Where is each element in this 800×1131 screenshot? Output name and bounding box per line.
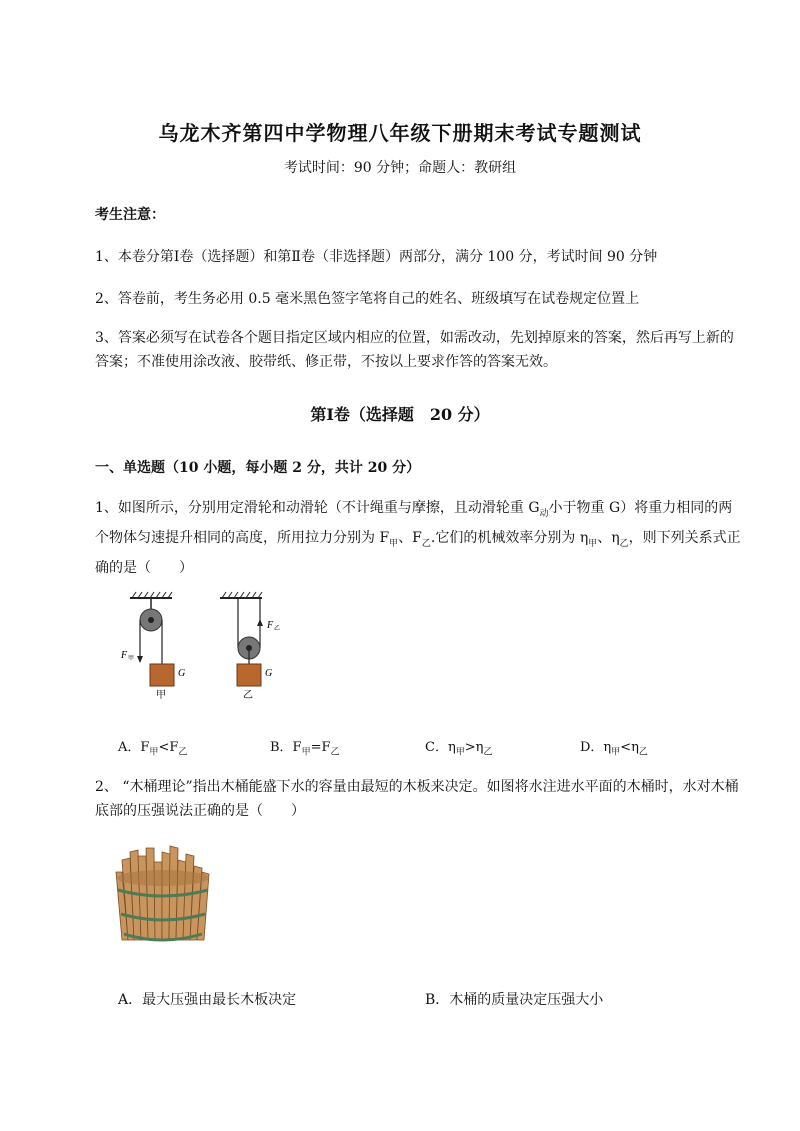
svg-text:甲: 甲 — [128, 655, 135, 662]
svg-text:F: F — [121, 650, 128, 661]
svg-text:F: F — [267, 620, 274, 631]
exam-info: 考试时间：90 分钟；命题人：教研组 — [283, 160, 517, 176]
page-title: 乌龙木齐第四中学物理八年级下册期末考试专题测试 — [158, 121, 642, 145]
svg-text:G: G — [178, 668, 186, 679]
notice-item-1: 1、本卷分第Ⅰ卷（选择题）和第Ⅱ卷（非选择题）两部分，满分 100 分，考试时间 90 分钟 — [95, 249, 658, 265]
q1-option-c[interactable]: C．$\eta_甲>\eta_乙$ — [425, 740, 493, 758]
q2-option-a[interactable]: A．最大压强由最长木板决定 — [118, 992, 297, 1008]
pulley-diagram — [110, 590, 300, 700]
q2-option-b[interactable]: B．木桶的质量决定压强大小 — [425, 992, 604, 1008]
svg-text:甲: 甲 — [156, 690, 166, 700]
svg-text:乙: 乙 — [243, 690, 253, 700]
question-1-text: 1、如图所示，分别用定滑轮和动滑轮（不计绳重与摩擦，且动滑轮重 $G_动$小于物重 G）将重力相同的两个物体匀速提升相同的高度，所用拉力分别为 $F_甲$、$F_乙$.它们的机械效率分别为 $\eta_甲$、$\eta_乙$，则下列关系式正确的是（ ） — [95, 500, 741, 576]
section-title: 第Ⅰ卷（选择题 20 分） — [310, 405, 490, 424]
q1-option-d[interactable]: D．$\eta_甲<\eta_乙$ — [580, 740, 648, 758]
svg-text:G: G — [265, 668, 273, 679]
wooden-bucket-image — [108, 842, 218, 952]
block-yi — [237, 664, 261, 686]
part-title: 一、单选题（10 小题，每小题 2 分，共计 20 分） — [95, 460, 421, 476]
notice-heading: 考生注意： — [95, 207, 165, 223]
notice-item-2: 2、答卷前，考生务必用 0.5 毫米黑色签字笔将自己的姓名、班级填写在试卷规定位置上 — [95, 291, 640, 307]
q1-option-b[interactable]: B．$F_甲=F_乙$ — [270, 740, 340, 758]
notice-item-3: 3、答案必须写在试卷各个题目指定区域内相应的位置，如需改动，先划掉原来的答案，然后再写上新的答案；不准使用涂改液、胶带纸、修正带，不按以上要求作答的答案无效。 — [95, 330, 734, 370]
question-2-text: 2、 “木桶理论”指出木桶能盛下水的容量由最短的木板来决定。如图将水注进水平面的木桶时，水对木桶底部的压强说法正确的是（ ） — [95, 779, 739, 819]
svg-text:乙: 乙 — [274, 625, 281, 632]
block-jia — [150, 664, 174, 686]
q1-option-a[interactable]: A．$F_甲<F_乙$ — [118, 740, 188, 758]
